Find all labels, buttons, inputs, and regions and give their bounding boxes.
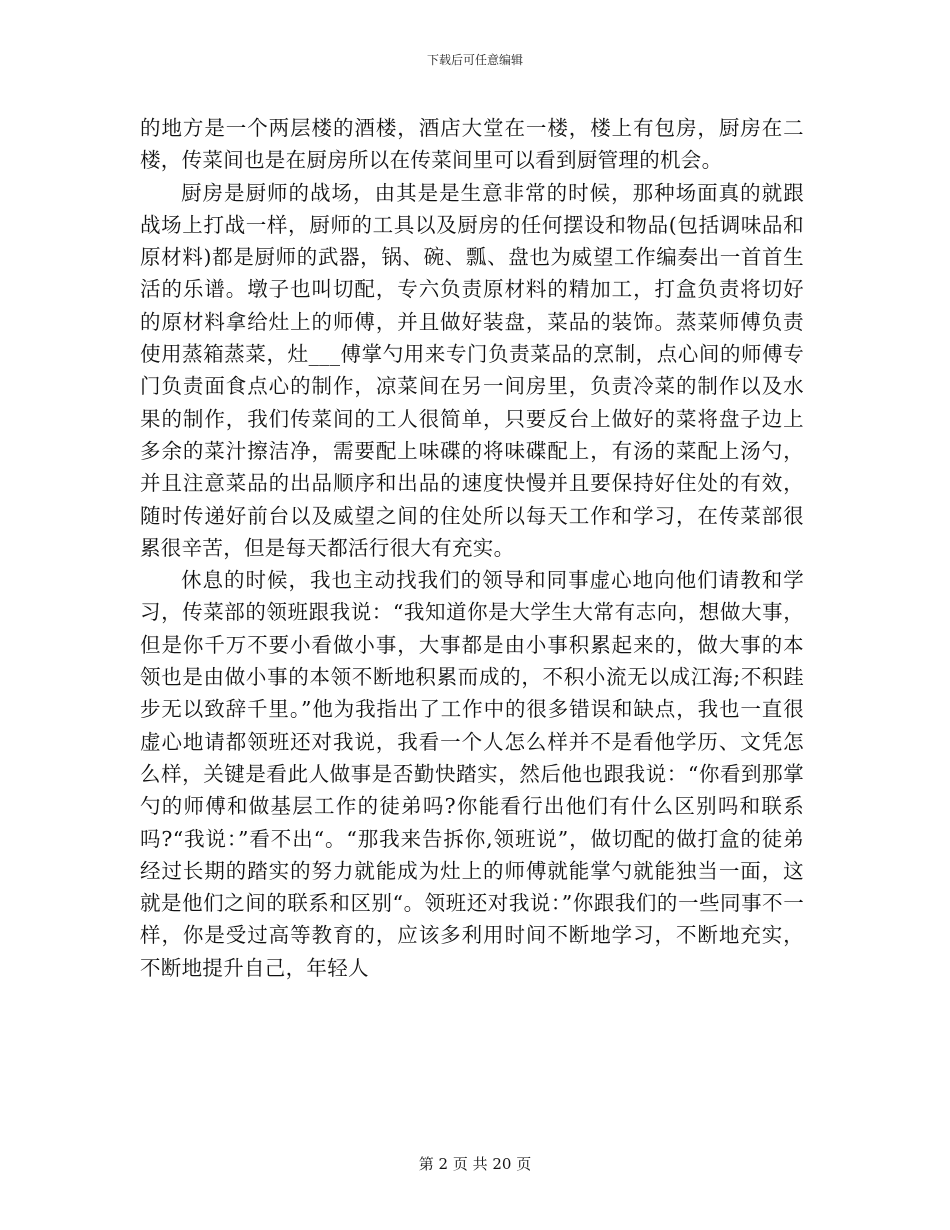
page-footer: 第 2 页 共 20 页 — [418, 1155, 532, 1173]
page-header: 下载后可任意编辑 — [426, 53, 523, 67]
paragraph-2: 厨房是厨师的战场，由其是是生意非常的时候，那种场面真的就跟战场上打战一样，厨师的工具以及厨房的任何摆设和物品(包括调味品和原材料)都是厨师的武器，锅、碗、瓢、盘也为威望工作编奏出一首首生活的乐谱。墩子也叫切配，专六负责原材料的精加工，打盒负责将切好的原材料拿给灶上的师傅，并且做好装盘，菜品的装饰。蒸菜师傅负责使用蒸箱蒸菜，灶___傅掌勺用来专门负责菜品的烹制，点心间的师傅专门负责面食点心的制作，凉菜间在另一间房里，负责冷菜的制作以及水果的制作，我们传菜间的工人很简单，只要反台上做好的菜将盘子边上多余的菜汁擦洁净，需要配上味碟的将味碟配上，有汤的菜配上汤勺，并且注意菜品的出品顺序和出品的速度快慢并且要保持好住处的有效，随时传递好前台以及威望之间的住处所以每天工作和学习，在传菜部很累很辛苦，但是每天都活行很大有充实。 — [140, 180, 804, 560]
paragraph-3: 休息的时候，我也主动找我们的领导和同事虚心地向他们请教和学习，传菜部的领班跟我说：“我知道你是大学生大常有志向，想做大事，但是你千万不要小看做小事，大事都是由小事积累起来的，做大事的本领也是由做小事的本领不断地积累而成的，不积小流无以成江海;不积跬步无以致辞千里。”他为我指出了工作中的很多错误和缺点，我也一直很虚心地请都领班还对我说，我看一个人怎么样并不是看他学历、文凭怎么样，关键是看此人做事是否勤快踏实，然后他也跟我说：“你看到那掌勺的师傅和做基层工作的徒弟吗?你能看行出他们有什么区别吗和联系吗?“我说：”看不出“。“那我来告拆你,领班说”，做切配的做打盒的徒弟经过长期的踏实的努力就能成为灶上的师傅就能掌勺就能独当一面，这就是他们之间的联系和区别“。领班还对我说：”你跟我们的一些同事不一样，你是受过高等教育的，应该多利用时间不断地学习，不断地充实，不断地提升自己，年轻人 — [140, 568, 804, 980]
document-body — [140, 112, 804, 984]
paragraph-1: 的地方是一个两层楼的酒楼，酒店大堂在一楼，楼上有包房，厨房在二楼，传菜间也是在厨房所以在传菜间里可以看到厨管理的机会。 — [140, 116, 804, 173]
